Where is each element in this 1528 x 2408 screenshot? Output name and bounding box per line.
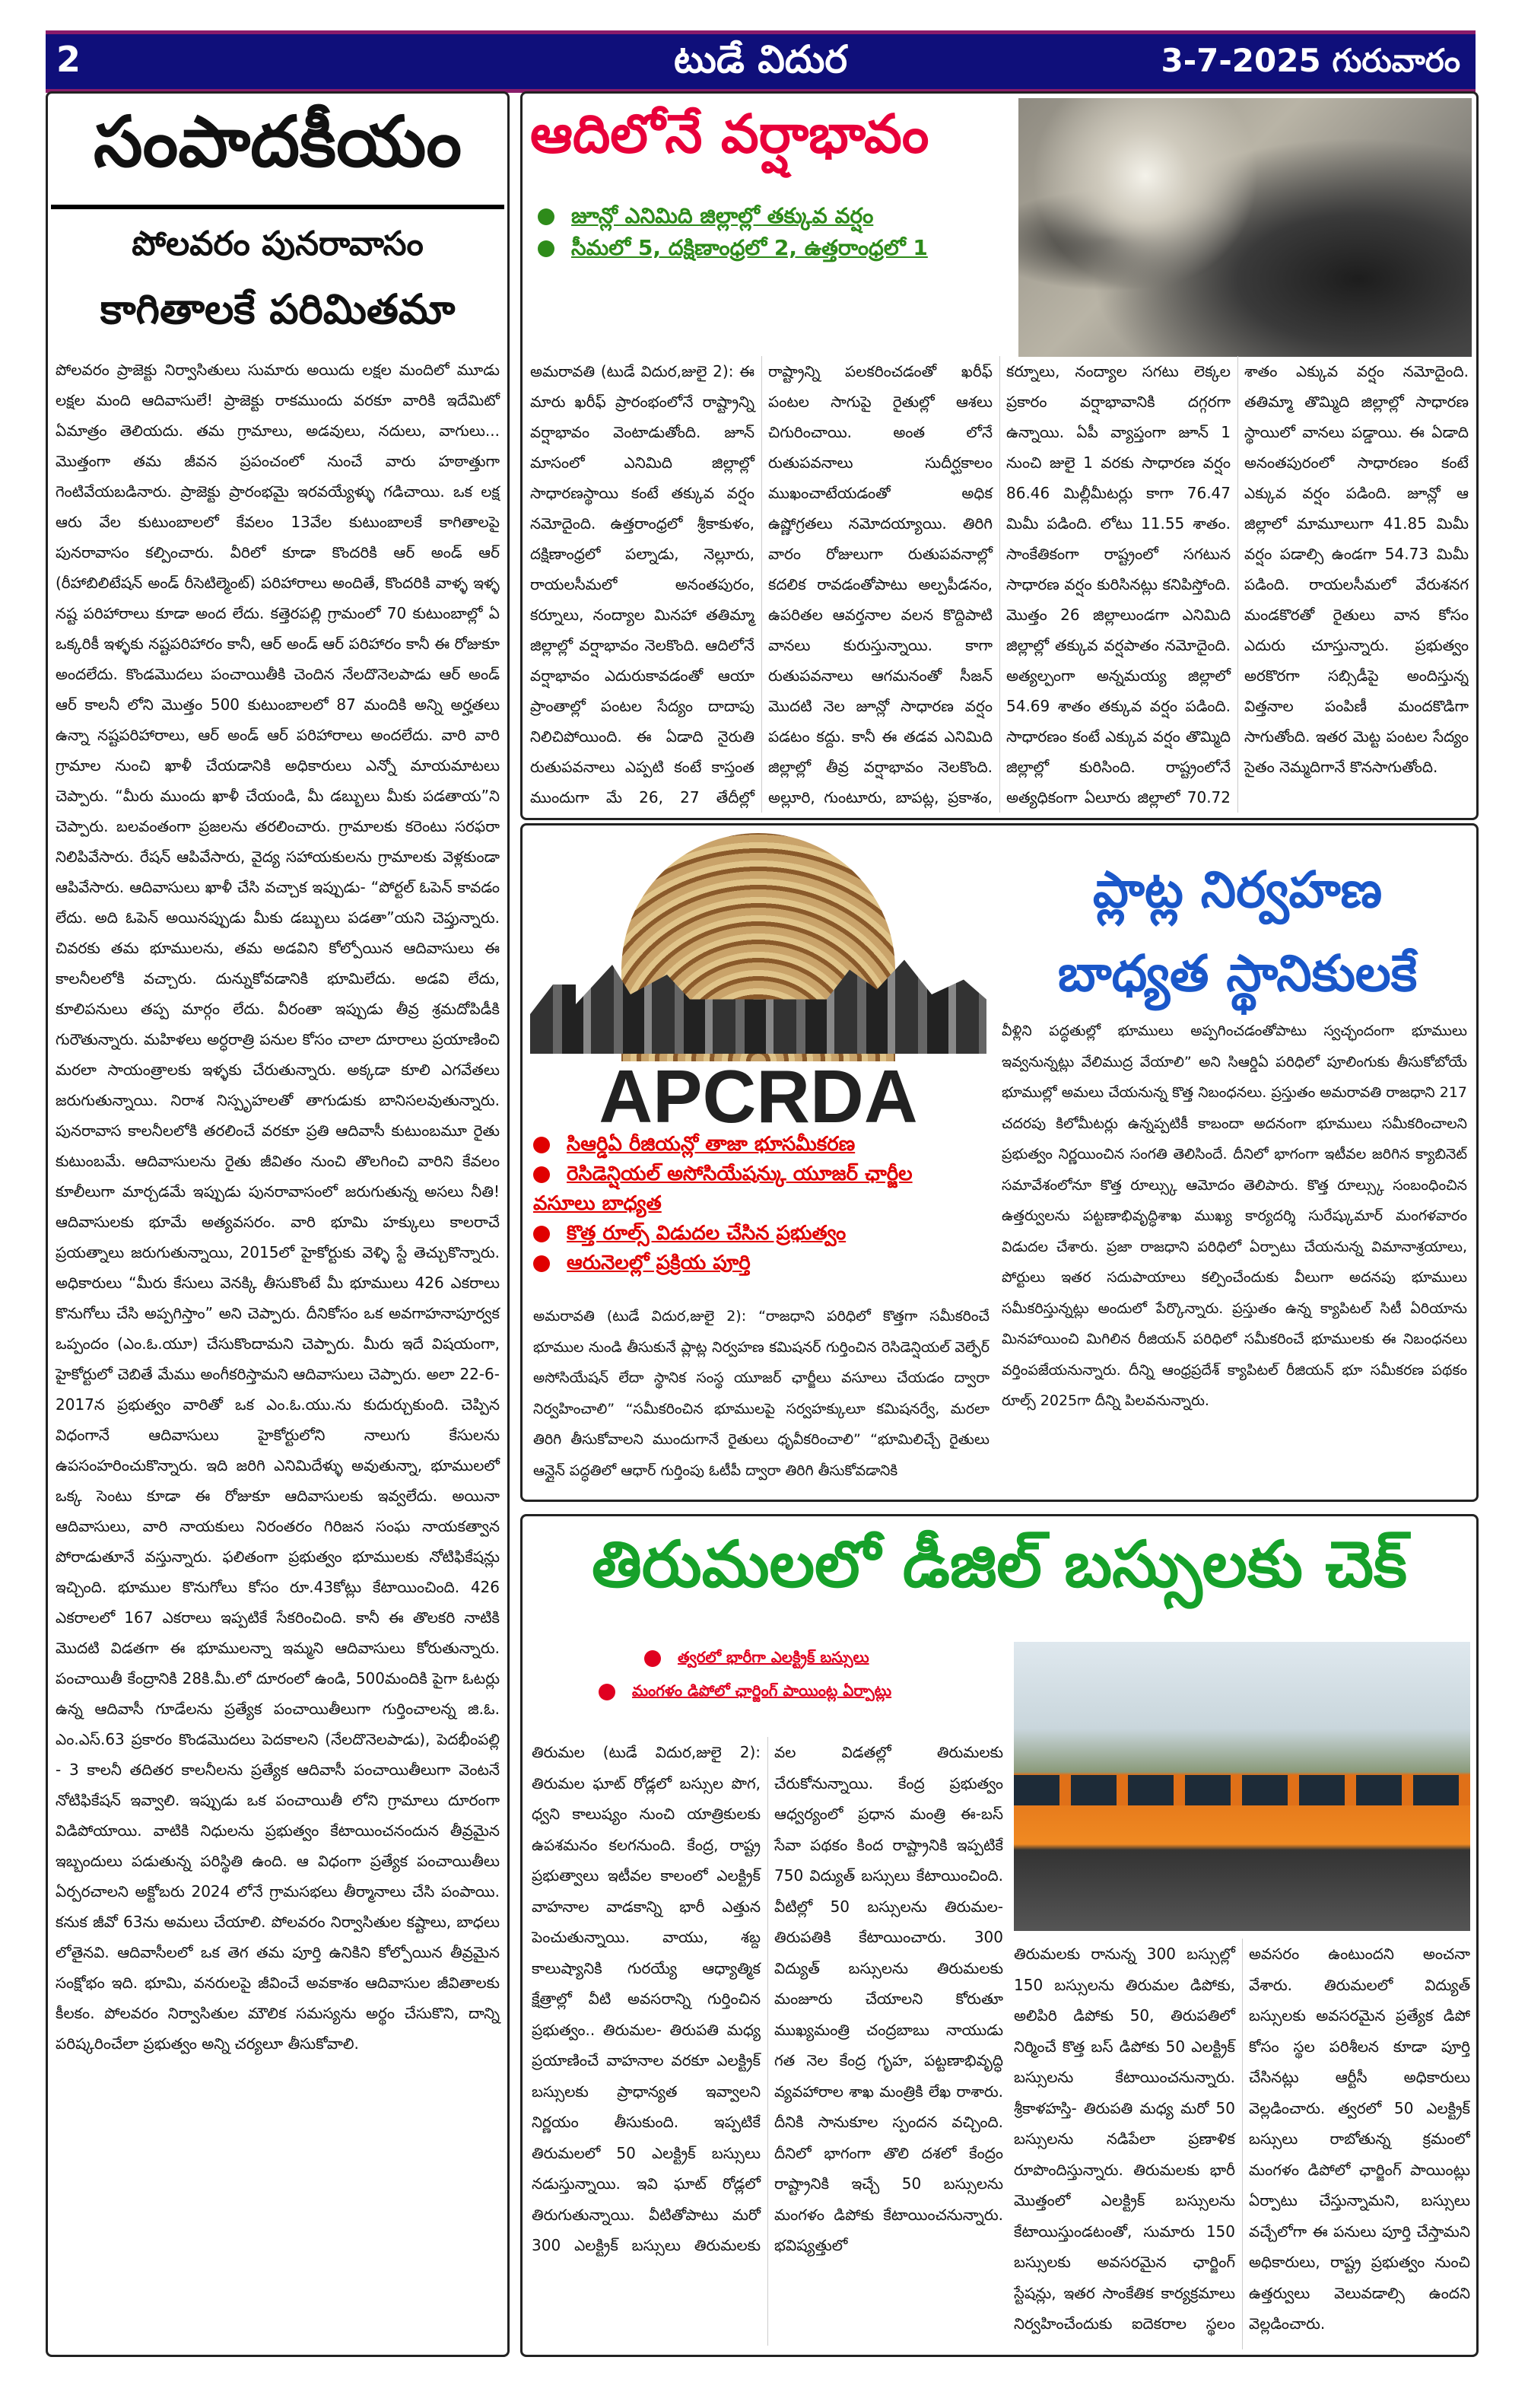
crda-bullet: రెసిడెన్షియల్ అసోసియేషన్కు యూజర్ ఛార్జీల వసూలు బాధ్యత — [533, 1163, 913, 1215]
editorial-body: పోలవరం ప్రాజెక్టు నిర్వాసితులు సుమారు అయిదు లక్షల మందిలో మూడు లక్షల మంది ఆదివాసులే! ప్రాజెక్టు రాకముందు వరకూ వారికి ఇదేమిటో ఏమాత్రం తెలియదు. తమ గ్రామాలు, అడవులు, నదులు, వాగులు... మొత్తంగా తమ జీవన ప్రపంచంలో నుంచే వారు హఠాత్తుగా గెంటివేయబడినారు. ప్రాజెక్టు ప్రారంభమై ఇరవయ్యేళ్ళు గడిచాయి. ఒక లక్ష ఆరు వేల కుటుంబాలలో కేవలం 13వేల కుటుంబాలకే కాగితాలపై పునరావాసం కల్పించారు. వీరిలో కూడా కొందరికి ఆర్ అండ్ ఆర్ (రీహాబిలిటేషన్ అండ్ రీసెటిల్మెంట్) పరిహారాలు అందితే, కొందరికి వాళ్ళ ఇళ్ళ నష్ట పరిహారాలు కూడా అంద లేదు. కత్తెరపల్లి గ్రామంలో 70 కుటుంబాల్లో ఏ ఒక్కరికీ ఇళ్ళకు నష్టపరిహారం కానీ, ఆర్ అండ్ ఆర్ పరిహారం కానీ ఈ రోజుకూ అందలేదు. కొండమొదలు పంచాయితీకి చెందిన నేలదొనెలపాడు ఆర్ అండ్ ఆర్ కాలనీ లోని మొత్తం 500 కుటుంబాలలో 87 మందికి అన్ని అర్హతలు ఉన్నా నష్టపరిహారాలు, ఆర్ అండ్ ఆర్ పరిహారాలు అందలేదు. వారి వారి గ్రామాల నుంచి ఖాళీ చేయడానికి అధికారులు ఎన్నో మాయమాటలు చెప్పారు. “మీరు ముందు ఖాళీ చేయండి, మీ డబ్బులు మీకు పడతాయ”ని చెప్పారు. బలవంతంగా ప్రజలను తరలించారు. గ్రామాలకు కరెంటు సరఫరా నిలిపివేసారు. రేషన్ ఆపివేసారు, వైద్య సహాయకులను గ్రామాలకు వెళ్లకుండా ఆపివేసారు. ఆదివాసులు ఖాళీ చేసి వచ్చాక ఇప్పుడు- “పోర్టల్ ఓపెన్ కావడం లేదు. అది ఓపెన్ అయినప్పుడు మీకు డబ్బులు పడతా”యని చెప్తున్నారు. చివరకు తమ భూములను, తమ అడవిని కోల్పోయిన ఆదివాసులు ఈ కాలనీలలోకి వచ్చారు. దున్నుకోవడానికి భూమిలేదు. అడవి లేదు, కూలిపనులు తప్ప మార్గం లేదు. వీరంతా ఇప్పుడు తీవ్ర శ్రమదోపిడీకి గురౌతున్నారు. మహిళలు అర్ధరాత్రి పనుల కోసం చాలా దూరాలు ప్రయాణించి మరలా సాయంత్రాలకు ఇళ్ళకు చేరుతున్నారు. అక్కడా కూలి ఎగవేతలు జరుగుతున్నాయి. నిరాశ నిస్పృహలతో తాగుడుకు బానిసలవుతున్నారు. పునరావాస కాలనీలలోకి తరలించే వరకూ ప్రతి ఆదివాసీ కుటుంబమూ రైతు కుటుంబమే. ఆదివాసులను రైతు జీవితం నుంచి తొలగించి వారిని కేవలం కూలీలుగా మార్చడమే ఇప్పుడు పునరావాసంలో జరుగుతున్న అసలు నీతి! ఆదివాసులకు భూమే అత్యవసరం. వారి భూమి హక్కులు కాలరాచే ప్రయత్నాలు జరుగుతున్నాయి, 2015లో హైకోర్టుకు వెళ్ళి స్టే తెచ్చుకొన్నారు. అధికారులు “మీరు కేసులు వెనక్కి తీసుకొంటే మీ భూములు 426 ఎకరాలు కొనుగోలు చేసి అప్పగిస్తాం” అని చెప్పారు. దీనికోసం ఒక అవగాహనాపూర్వక ఒప్పందం (ఎం.ఓ.యూ) చేసుకొందామని చెప్పారు. మీరు ఇదే విషయంగా, హైకోర్టులో చెబితే మేము అంగీకరిస్తామని ఆదివాసులు చెప్పారు. అలా 22-6-2017న ప్రభుత్వం వారితో ఒక ఎం.ఓ.యు.ను కుదుర్చుకుంది. చెప్పిన విధంగానే ఆదివాసులు హైకోర్టులోని నాలుగు కేసులను ఉపసంహరించుకొన్నారు. ఇది జరిగి ఎనిమిదేళ్ళు అవుతున్నా, భూములలో ఒక్క సెంటు కూడా ఈ రోజుకూ ఆదివాసులకు ఇవ్వలేదు. అయినా ఆదివాసులు, వారి నాయకులు నిరంతరం గిరిజన సంఘ నాయకత్వాన పోరాడుతూనే వస్తున్నారు. ఫలితంగా ప్రభుత్వం భూములకు నోటిఫికేషన్లు ఇచ్చింది. భూముల కొనుగోలు కోసం రూ.43కోట్లు కేటాయించింది. 426 ఎకరాలలో 167 ఎకరాలు ఇప్పటికే సేకరించింది. కానీ ఈ తొలకరి నాటికి మొదటి విడతగా ఈ భూములన్నా ఇమ్మని ఆదివాసులు కోరుతున్నారు. పంచాయితీ కేంద్రానికి 28కి.మీ.లో దూరంలో ఉండి, 500మందికి పైగా ఓటర్లు ఉన్న ఆదివాసీ గూడేలను ప్రత్యేక పంచాయితీలుగా గుర్తించాలన్న జి.ఓ. ఎం.ఎస్.63 ప్రకారం కొండమొదలు పెదకాలని (నేలదొనెలపాడు), పెదభీంపల్లి - 3 కాలనీ తదితర కాలనీలను ప్రత్యేక ఆదివాసీ పంచాయితీలుగా వెంటనే నోటిఫికేషన్ ఇవ్వాలి. ఇప్పుడు ఒక పంచాయితీ లోని గ్రామాలు దూరంగా విడిపోయాయి. వాటికి నిధులను ప్రభుత్వం కేటాయించనందున తీవ్రమైన ఇబ్బందులు పడుతున్న పరిస్థితి ఉంది. ఆ విధంగా ప్రత్యేక పంచాయితీలు ఏర్పరచాలని అక్టోబరు 2024 లోనే గ్రామసభలు తీర్మానాలు చేసి పంపాయి. కనుక జీవో 63ను అమలు చేయాలి. పోలవరం నిర్వాసితుల కష్టాలు, బాధలు లోతైనవి. ఆదివాసీలలో ఒక తెగ తమ పూర్తి ఉనికిని కోల్పోయిన తీవ్రమైన సంక్షోభం ఇది. భూమి, వనరులపై జీవించే అవకాశం ఆదివాసుల జీవితాలకు కీలకం. పోలవరం నిర్వాసితుల మౌలిక సమస్యను అర్థం చేసుకొని, దాన్ని పరిష్కరించేలా ప్రభుత్వం అన్ని చర్యలూ తీసుకోవాలి. — [56, 361, 500, 2053]
crda-headline — [1002, 848, 1473, 1016]
bullet-icon — [533, 1226, 550, 1242]
issue-date: 3-7-2025 గురువారం — [1161, 42, 1460, 79]
bullet-icon — [538, 208, 554, 225]
rain-headline: ఆదిలోనే వర్షాభావం — [530, 103, 929, 165]
bullet-icon — [599, 1684, 615, 1700]
crda-bullet: ఆరునెలల్లో ప్రక్రియ పూర్తి — [533, 1249, 944, 1278]
bus-headline: తిరుమలలో డీజిల్ బస్సులకు చెక్ — [592, 1527, 1407, 1602]
apcrda-logo-text: APCRDA — [599, 1054, 918, 1138]
bullet-icon — [533, 1255, 550, 1272]
crda-headline-line2: బాధ్యత స్థానికులకే — [1057, 944, 1418, 1003]
bus-body-left: తిరుమల (టుడే విదుర,జులై 2): తిరుమల ఘాట్ రోడ్లలో బస్సుల పొగ, ధ్వని కాలుష్యం నుంచి యాత్రికులకు ఉపశమనం కలగనుంది. కేంద్ర, రాష్ట్ర ప్రభుత్వాలు ఇటీవల కాలంలో ఎలక్ట్రిక్ వాహనాల వాడకాన్ని భారీ ఎత్తున పెంచుతున్నాయి. వాయు, శబ్ద కాలుష్యానికి గురయ్యే ఆధ్యాత్మిక క్షేత్రాల్లో వీటి అవసరాన్ని గుర్తించిన ప్రభుత్వం.. తిరుమల- తిరుపతి మధ్య ప్రయాణించే వాహనాల వరకూ ఎలక్ట్రిక్ బస్సులకు ప్రాధాన్యత ఇవ్వాలని నిర్ణయం తీసుకుంది. ఇప్పటికే తిరుమలలో 50 ఎలక్ట్రిక్ బస్సులు నడుస్తున్నాయి. ఇవి ఘాట్ రోడ్లలో తిరుగుతున్నాయి. వీటితోపాటు మరో 300 ఎలక్ట్రిక్ బస్సులు తిరుమలకు వల విడతల్లో తిరుమలకు చేరుకోనున్నాయి. కేంద్ర ప్రభుత్వం ఆధ్వర్యంలో ప్రధాన మంత్రి ఈ-బస్ సేవా పథకం కింద రాష్ట్రానికి ఇప్పటికే 750 విద్యుత్ బస్సులు కేటాయించింది. వీటిల్లో 50 బస్సులను తిరుమల- తిరుపతికి కేటాయించారు. 300 విద్యుత్ బస్సులను తిరుమలకు మంజూరు చేయాలని కోరుతూ ముఖ్యమంత్రి చంద్రబాబు నాయుడు గత నెల కేంద్ర గృహ, పట్టణాభివృద్ధి వ్యవహారాల శాఖ మంత్రికి లేఖ రాశారు. దీనికి సానుకూల స్పందన వచ్చింది. దీనిలో భాగంగా తొలి దశలో కేంద్రం రాష్ట్రానికి ఇచ్చే 50 బస్సులను మంగళం డిపోకు కేటాయించనున్నారు. భవిష్యత్తులో — [532, 1743, 1003, 2254]
bus-article — [520, 1514, 1479, 2357]
bullet-icon — [533, 1166, 550, 1183]
crda-bullets — [533, 1130, 944, 1278]
newspaper-name: టుడే విదుర — [673, 37, 848, 81]
electric-buses-photo — [1014, 1642, 1470, 1931]
editorial-subhead: పోలవరం పునరావాసం — [132, 224, 424, 263]
masthead — [46, 30, 1476, 93]
editorial-label: సంపాదకీయం — [51, 94, 504, 209]
bullet-icon — [538, 240, 554, 257]
crda-bullet: సిఆర్డిఏ రీజియన్లో తాజా భూసమీకరణ — [533, 1130, 944, 1159]
apcrda-logo — [530, 833, 986, 1138]
bullet-icon — [644, 1650, 661, 1667]
page-number: 2 — [56, 39, 81, 80]
rain-bullets — [538, 200, 928, 264]
crda-body-right: వీళ్లిని పద్ధతుల్లో భూములు అప్పగించడంతోపాటు స్వచ్ఛందంగా భూములు ఇవ్వనున్నట్లు వేలిముద్ర వేయాలి” అని సిఆర్డిఏ పరిధిలో పూలింగుకు తీసుకోబోయే భూముల్లో అమలు చేయనున్న కొత్త నిబంధనలు. ప్రస్తుతం అమరావతి రాజధాని 217 చదరపు కిలోమీటర్లు ఉన్నప్పటికీ కాబందా అదనంగా భూములు సమీకరించాలని ప్రభుత్వం నిర్ణయించిన సంగతి తెలిసిందే. దీనిలో భాగంగా ఇటీవల జరిగిన క్యాబినెట్ సమావేశంలోనూ కొత్త రూల్స్కు ఆమోదం తెలిపారు. కొత్త రూల్స్కు సంబంధించిన ఉత్తర్వులను పట్టణాభివృద్ధిశాఖ ముఖ్య కార్యదర్శి సురేష్కుమార్ మంగళవారం విడుదల చేశారు. ప్రజా రాజధాని పరిధిలో ఏర్పాటు చేయనున్న విమానాశ్రయాలు, పోర్టులు ఇతర సదుపాయాలు కల్పించేందుకు వీలుగా అదనపు భూములు సమీకరిస్తున్నట్లు అందులో పేర్కొన్నారు. ప్రస్తుతం ఉన్న క్యాపిటల్ సిటీ ఏరియాను మినహాయించి మిగిలిన రీజియన్ పరిధిలో సమీకరించే భూములకు ఈ నిబంధనలు వర్తింపజేయనున్నారు. దీన్ని ఆంధ్రప్రదేశ్ క్యాపిటల్ రీజియన్ భూ సమీకరణ పథకం రూల్స్ 2025గా దీన్ని పిలవనున్నారు. — [1002, 1023, 1467, 1409]
crda-body-left: అమరావతి (టుడే విదుర,జులై 2): “రాజధాని పరిధిలో కొత్తగా సమీకరించే భూముల నుండి తీసుకునే ప్లాట్ల నిర్వహణ కమిషనర్ గుర్తించిన రెసిడెన్షియల్ వెల్ఫేర్ అసోసియేషన్ లేదా స్థానిక సంస్థ యూజర్ ఛార్జీలు వసూలు చేయడం ద్వారా నిర్వహించాలి” “సమీకరించిన భూములపై సర్వహక్కులూ కమిషనర్వే, మరలా తిరిగి తీసుకోవాలని ముందుగానే రైతులు ధృవీకరించాలి” “భూమిలిచ్చే రైతులు ఆన్లైన్ పద్ధతిలో ఆధార్ గుర్తింపు ఓటీపీ ద్వారా తిరిగి తీసుకోవడానికి — [533, 1308, 990, 1479]
bullet-icon — [533, 1137, 550, 1153]
rain-article — [520, 91, 1479, 820]
bus-bullets — [599, 1646, 891, 1702]
crda-article — [520, 823, 1479, 1502]
bus-body-right: తిరుమలకు రానున్న 300 బస్సుల్లో 150 బస్సులను తిరుమల డిపోకు, అలిపిరి డిపోకు 50, తిరుపతిలో నిర్మించే కొత్త బస్ డిపోకు 50 ఎలక్ట్రిక్ బస్సులను కేటాయించనున్నారు. శ్రీకాళహస్తి- తిరుపతి మధ్య మరో 50 బస్సులను నడిపేలా ప్రణాళిక రూపొందిస్తున్నారు. తిరుమలకు భారీ మొత్తంలో ఎలక్ట్రిక్ బస్సులను కేటాయిస్తుండటంతో, సుమారు 150 బస్సులకు అవసరమైన ఛార్జింగ్ స్టేషన్లు, ఇతర సాంకేతిక కార్యక్రమాలు నిర్వహించేందుకు ఐదెకరాల స్థలం అవసరం ఉంటుందని అంచనా వేశారు. తిరుమలలో విద్యుత్ బస్సులకు అవసరమైన ప్రత్యేక డిపో కోసం స్థల పరిశీలన కూడా పూర్తి చేసినట్లు ఆర్టీసీ అధికారులు వెల్లడించారు. త్వరలో 50 ఎలక్ట్రిక్ బస్సులు రాబోతున్న క్రమంలో మంగళం డిపోలో ఛార్జింగ్ పాయింట్లు ఏర్పాటు చేస్తున్నామని, బస్సులు వచ్చేలోగా ఈ పనులు పూర్తి చేస్తామని అధికారులు, రాష్ట్ర ప్రభుత్వం నుంచి ఉత్తర్వులు వెలువడాల్సి ఉందని వెల్లడించారు. — [1014, 1945, 1470, 2333]
rain-bullet: జూన్లో ఎనిమిది జిల్లాల్లో తక్కువ వర్షం — [538, 200, 928, 232]
crda-headline-line1: ప్లాట్ల నిర్వహణ — [1092, 860, 1383, 919]
rain-body: అమరావతి (టుడే విదుర,జులై 2): ఈ మారు ఖరీఫ్ ప్రారంభంలోనే రాష్ట్రాన్ని వర్షాభావం వెంటాడుతోంది. జూన్ మాసంలో ఎనిమిది జిల్లాల్లో సాధారణస్థాయి కంటే తక్కువ వర్షం నమోదైంది. ఉత్తరాంధ్రలో శ్రీకాకుళం, దక్షిణాంధ్రలో పల్నాడు, నెల్లూరు, రాయలసీమలో అనంతపురం, కర్నూలు, నంద్యాల మినహా తతిమ్మా జిల్లాల్లో వర్షాభావం నెలకొంది. ఆదిలోనే వర్షాభావం ఎదురుకావడంతో ఆయా ప్రాంతాల్లో పంటల సేద్యం దాదాపు నిలిచిపోయింది. ఈ ఏడాది నైరుతి రుతుపవనాలు ఎప్పటి కంటే కాస్తంత ముందుగా మే 26, 27 తేదీల్లో రాష్ట్రాన్ని పలకరించడంతో ఖరీఫ్ పంటల సాగుపై రైతుల్లో ఆశలు చిగురించాయి. అంత లోనే రుతుపవనాలు సుదీర్ఘకాలం ముఖంచాటేయడంతో అధిక ఉష్ణోగ్రతలు నమోదయ్యాయి. తిరిగి వారం రోజులుగా రుతుపవనాల్లో కదలిక రావడంతోపాటు అల్పపీడనం, ఉపరితల ఆవర్తనాల వలన కొద్దిపాటి వానలు కురుస్తున్నాయి. కాగా రుతుపవనాలు ఆగమనంతో సీజన్ మొదటి నెల జూన్లో సాధారణ వర్షం పడటం కద్దు. కానీ ఈ తడవ ఎనిమిది జిల్లాల్లో తీవ్ర వర్షాభావం నెలకొంది. అల్లూరి, గుంటూరు, బాపట్ల, ప్రకాశం, కర్నూలు, నంద్యాల సగటు లెక్కల ప్రకారం వర్షాభావానికి దగ్గరగా ఉన్నాయి. ఏపీ వ్యాప్తంగా జూన్ 1 నుంచి జులై 1 వరకు సాధారణ వర్షం 86.46 మిల్లీమీటర్లు కాగా 76.47 మిమీ పడింది. లోటు 11.55 శాతం. సాంకేతికంగా రాష్ట్రంలో సగటున సాధారణ వర్షం కురిసినట్లు కనిపిస్తోంది. మొత్తం 26 జిల్లాలుండగా ఎనిమిది జిల్లాల్లో తక్కువ వర్షపాతం నమోదైంది. అత్యల్పంగా అన్నమయ్య జిల్లాలో 54.69 శాతం తక్కువ వర్షం పడింది. సాధారణం కంటే ఎక్కువ వర్షం తొమ్మిది జిల్లాల్లో కురిసింది. రాష్ట్రంలోనే అత్యధికంగా ఏలూరు జిల్లాలో 70.72 శాతం ఎక్కువ వర్షం నమోదైంది. తతిమ్మా తొమ్మిది జిల్లాల్లో సాధారణ స్థాయిలో వానలు పడ్డాయి. ఈ ఏడాది అనంతపురంలో సాధారణం కంటే ఎక్కువ వర్షం పడింది. జూన్లో ఆ జిల్లాలో మామూలుగా 41.85 మిమీ వర్షం పడాల్సి ఉండగా 54.73 మిమీ పడింది. రాయలసీమలో వేరుశనగ మండకొరతో రైతులు వాన కోసం ఎదురు చూస్తున్నారు. ప్రభుత్వం అరకొరగా సబ్సిడీపై అందిస్తున్న విత్తనాల పంపిణీ మందకొడిగా సాగుతోంది. ఇతర మెట్ట పంటల సేద్యం సైతం నెమ్మదిగానే కొనసాగుతోంది. — [530, 362, 1469, 806]
bus-bullet: త్వరలో భారీగా ఎలక్ట్రిక్ బస్సులు — [644, 1646, 891, 1668]
editorial-headline: కాగితాలకే పరిమితమా — [100, 285, 456, 333]
rain-bullet: సీమలో 5, దక్షిణాంధ్రలో 2, ఉత్తరాంధ్రలో 1 — [538, 232, 928, 264]
editorial-section — [46, 91, 510, 2357]
cloudy-sky-photo — [1018, 98, 1472, 357]
bus-bullet: మంగళం డిపోలో ఛార్జింగ్ పాయింట్ల ఏర్పాట్లు — [599, 1679, 891, 1702]
crda-bullet: కొత్త రూల్స్ విడుదల చేసిన ప్రభుత్వం — [533, 1219, 944, 1249]
